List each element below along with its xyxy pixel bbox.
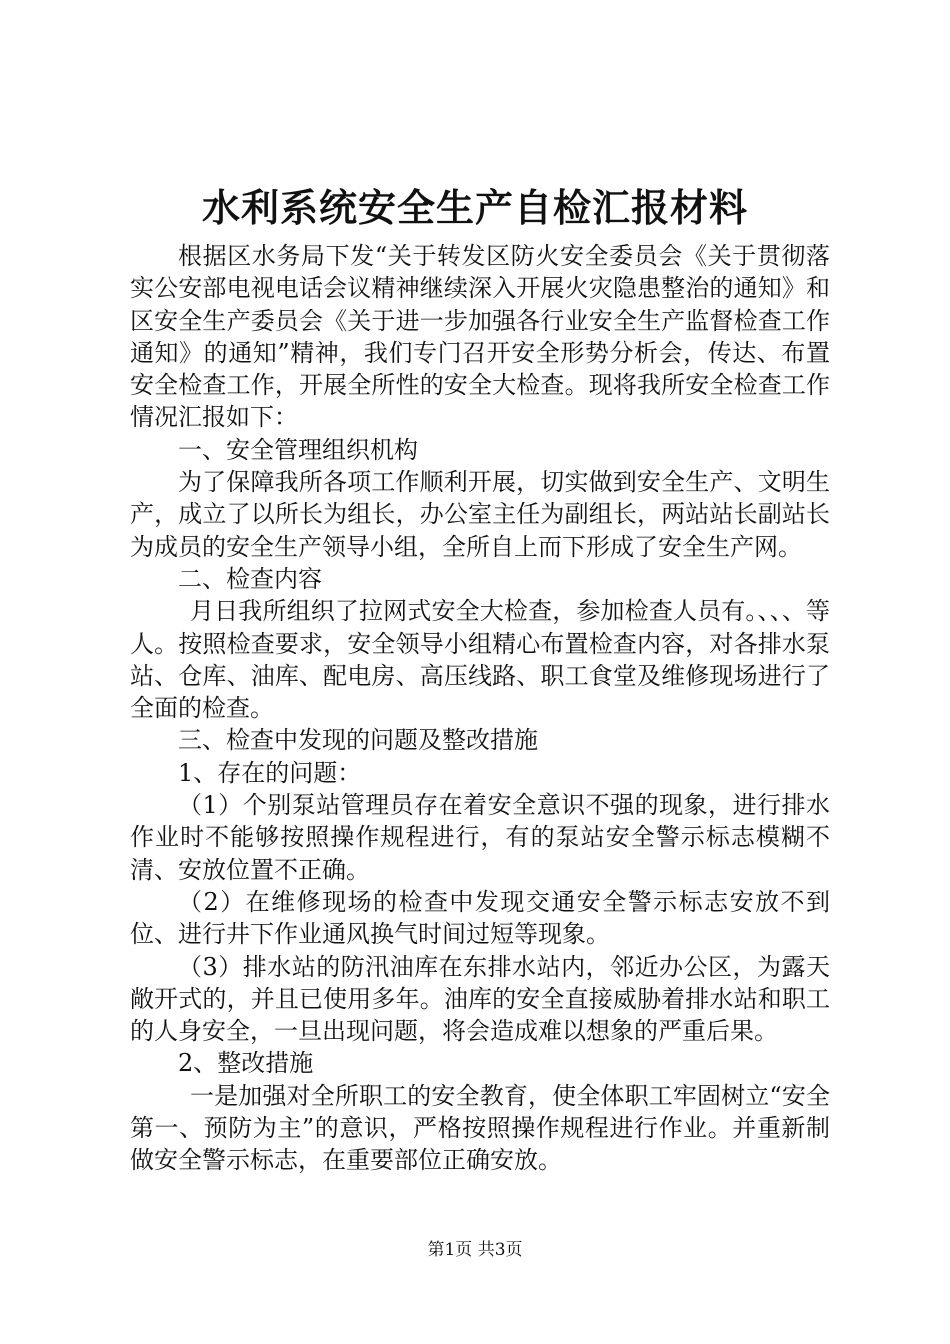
page-footer: 第1页 共3页 (427, 1240, 523, 1260)
section-heading-1: 一、安全管理组织机构 (178, 435, 418, 464)
subheading-problems: 1、存在的问题： (178, 758, 362, 787)
paragraph-problem-1: （1）个别泵站管理员存在着安全意识不强的现象，进行排水作业时不能够按照操作规程进行，有的泵站安全警示标志模糊不清、安放位置不正确。 (130, 791, 830, 884)
subheading-measures: 2、整改措施 (178, 1049, 314, 1078)
paragraph-problem-2: （2）在维修现场的检查中发现交通安全警示标志安放不到位、进行井下作业通风换气时间过短等现象。 (130, 887, 830, 949)
paragraph-organization: 为了保障我所各项工作顺利开展，切实做到安全生产、文明生产，成立了以所长为组长，办公室主任为副组长，两站站长副站长为成员的安全生产领导小组，全所自上而下形成了安全生产网。 (130, 468, 830, 561)
paragraph-problem-3: （3）排水站的防汛油库在东排水站内，邻近办公区，为露天敞开式的，并且已使用多年。油库的安全直接威胁着排水站和职工的人身安全，一旦出现问题，将会造成难以想象的严重后果。 (130, 952, 830, 1046)
paragraph-intro: 根据区水务局下发“关于转发区防火安全委员会《关于贯彻落实公安部电视电话会议精神继续深入开展火灾隐患整治的通知》和区安全生产委员会《关于进一步加强各行业安全生产监督检查工作通知》的通知”精神，我们专门召开安全形势分析会，传达、布置安全检查工作，开展全所性的安全大检查。现将我所安全检查工作情况汇报如下： (130, 242, 830, 432)
paragraph-inspection: 月日我所组织了拉网式安全大检查，参加检查人员有。、、、等人。按照检查要求，安全领导小组精心布置检查内容，对各排水泵站、仓库、油库、配电房、高压线路、职工食堂及维修现场进行了全面的检查。 (130, 597, 830, 723)
section-heading-2: 二、检查内容 (178, 564, 322, 593)
document-title: 水利系统安全生产自检汇报材料 (201, 185, 748, 230)
document-body (130, 240, 830, 1177)
section-heading-3: 三、检查中发现的问题及整改措施 (178, 726, 538, 755)
paragraph-measure-1: 一是加强对全所职工的安全教育，使全体职工牢固树立“安全第一、预防为主”的意识，严格按照操作规程进行作业。并重新制做安全警示标志，在重要部位正确安放。 (130, 1081, 830, 1175)
